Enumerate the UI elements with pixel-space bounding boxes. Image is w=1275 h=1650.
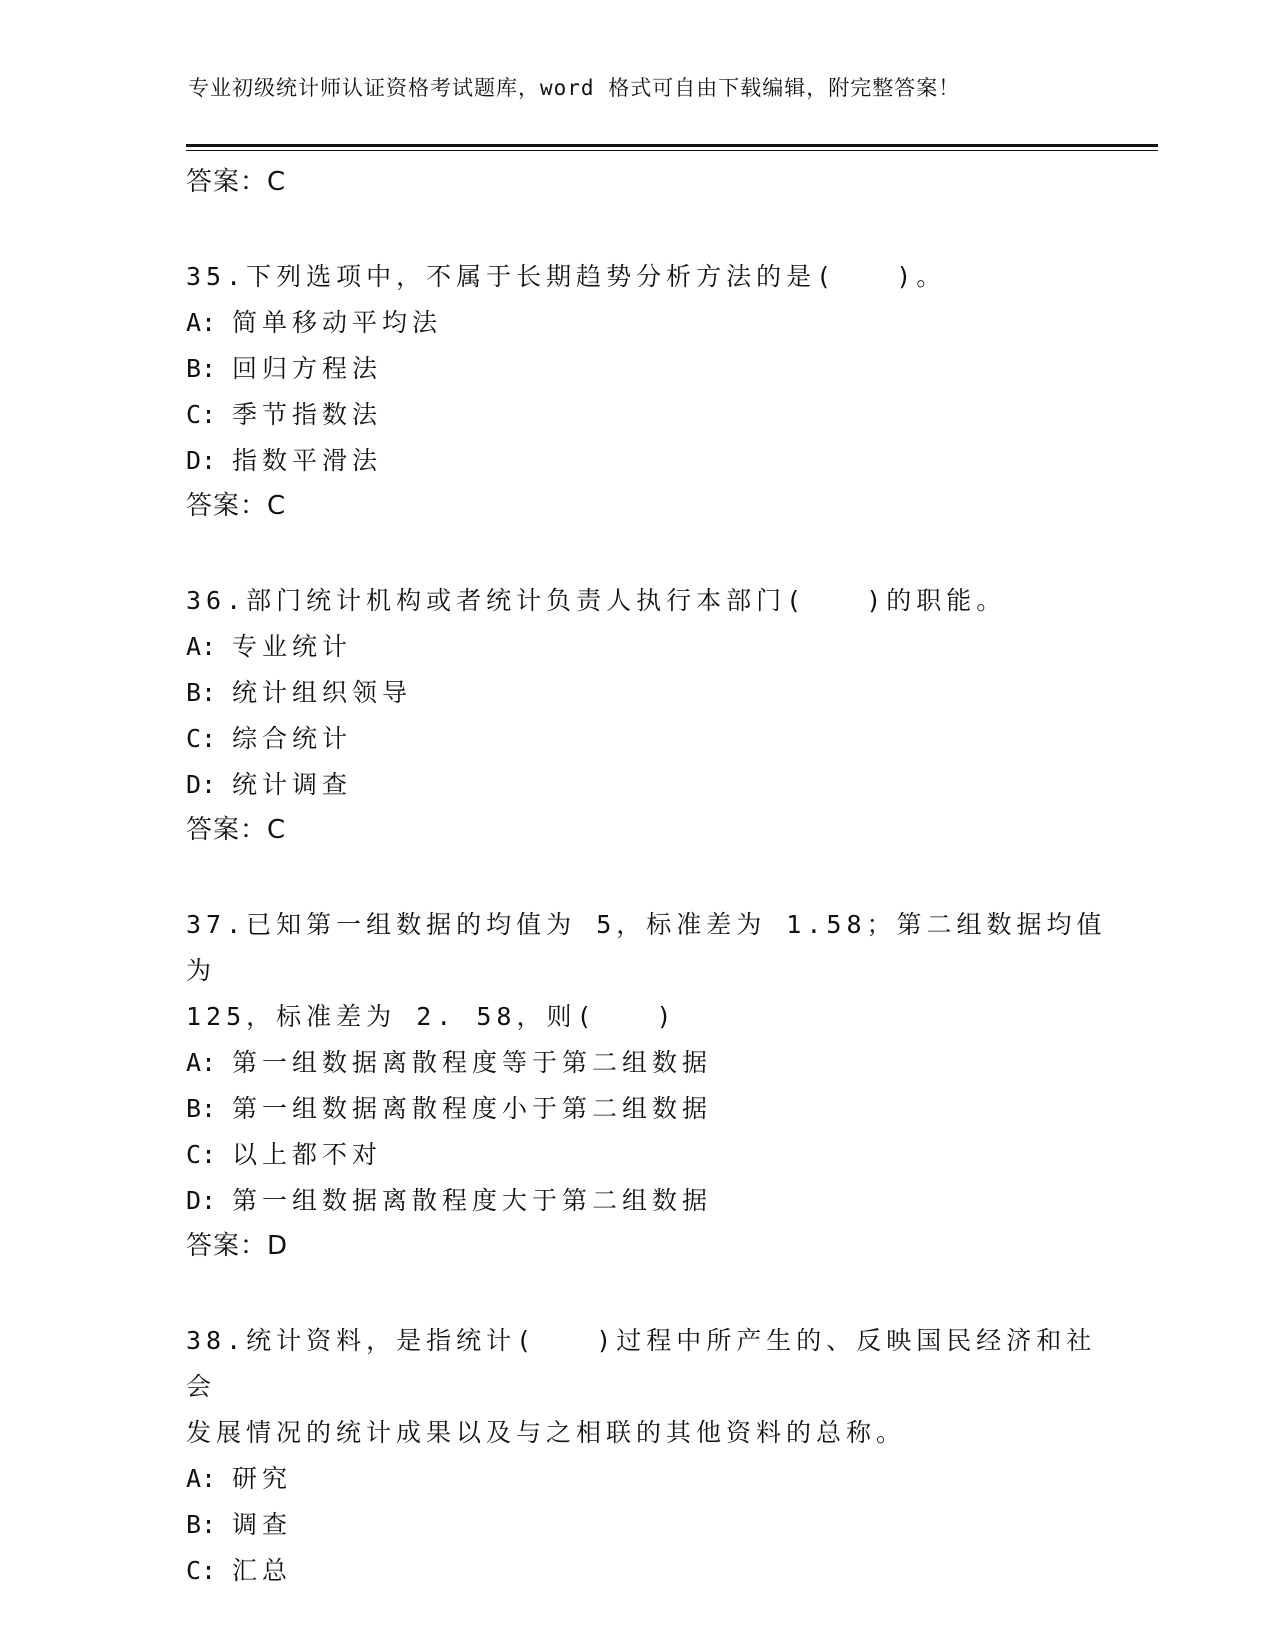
option-d <box>186 1178 1126 1224</box>
option-c <box>186 716 1126 762</box>
option-a <box>186 1456 1126 1502</box>
question-stem-line: 38.统计资料，是指统计( )过程中所产生的、反映国民经济和社会 <box>186 1326 1097 1401</box>
option-letter: D: <box>186 446 217 475</box>
option-text: 简单移动平均法 <box>232 308 443 337</box>
answer-label: 答案：D <box>186 1231 289 1261</box>
option-letter: A: <box>186 308 217 337</box>
option-a <box>186 300 1126 346</box>
option-letter: A: <box>186 1048 217 1077</box>
option-b <box>186 346 1126 392</box>
option-letter: B: <box>186 1094 217 1123</box>
question-stem <box>186 578 1126 624</box>
option-a <box>186 1040 1126 1086</box>
option-letter: B: <box>186 678 217 707</box>
question-stem <box>186 254 1126 300</box>
previous-answer: 答案：C <box>186 167 287 197</box>
option-text: 统计组织领导 <box>232 678 413 707</box>
option-b <box>186 670 1126 716</box>
option-text: 第一组数据离散程度等于第二组数据 <box>232 1048 713 1077</box>
question-block-35 <box>186 254 1126 528</box>
option-a <box>186 624 1126 670</box>
question-stem <box>186 1318 1126 1456</box>
header-rule-thin <box>186 150 1158 151</box>
option-letter: D: <box>186 1186 217 1215</box>
option-d <box>186 762 1126 808</box>
option-text: 统计调查 <box>232 770 353 799</box>
option-text: 专业统计 <box>232 632 353 661</box>
option-letter: C: <box>186 724 217 753</box>
question-list <box>186 160 1126 1594</box>
option-text: 第一组数据离散程度大于第二组数据 <box>232 1186 713 1215</box>
option-text: 回归方程法 <box>232 354 383 383</box>
option-b <box>186 1086 1126 1132</box>
option-letter: D: <box>186 770 217 799</box>
option-letter: C: <box>186 400 217 429</box>
option-letter: C: <box>186 1556 217 1585</box>
question-block-36 <box>186 578 1126 852</box>
question-block-37 <box>186 902 1126 1268</box>
header-title: 专业初级统计师认证资格考试题库，word 格式可自由下载编辑，附完整答案！ <box>188 76 961 100</box>
option-c <box>186 1548 1126 1594</box>
option-letter: B: <box>186 1510 217 1539</box>
header-rule-thick <box>186 144 1158 147</box>
option-letter: A: <box>186 632 217 661</box>
question-stem-line: 发展情况的统计成果以及与之相联的其他资料的总称。 <box>186 1418 907 1447</box>
option-text: 综合统计 <box>232 724 353 753</box>
option-text: 调查 <box>232 1510 293 1539</box>
question-stem-line: 35.下列选项中，不属于长期趋势分析方法的是( )。 <box>186 262 947 291</box>
option-text: 汇总 <box>232 1556 293 1585</box>
option-b <box>186 1502 1126 1548</box>
option-letter: A: <box>186 1464 217 1493</box>
option-d <box>186 438 1126 484</box>
option-text: 指数平滑法 <box>232 446 383 475</box>
option-c <box>186 1132 1126 1178</box>
question-stem-line: 36.部门统计机构或者统计负责人执行本部门( )的职能。 <box>186 586 1007 615</box>
question-stem-line: 125，标准差为 2. 58，则( ) <box>186 1002 677 1031</box>
option-letter: B: <box>186 354 217 383</box>
option-c <box>186 392 1126 438</box>
answer-label: 答案：C <box>186 815 287 845</box>
answer-label: 答案：C <box>186 491 287 521</box>
question-stem-line: 37.已知第一组数据的均值为 5，标准差为 1.58；第二组数据均值为 <box>186 910 1107 985</box>
option-text: 第一组数据离散程度小于第二组数据 <box>232 1094 713 1123</box>
option-text: 研究 <box>232 1464 293 1493</box>
option-letter: C: <box>186 1140 217 1169</box>
option-text: 以上都不对 <box>232 1140 383 1169</box>
question-stem <box>186 902 1126 1040</box>
question-block-38 <box>186 1318 1126 1594</box>
option-text: 季节指数法 <box>232 400 383 429</box>
